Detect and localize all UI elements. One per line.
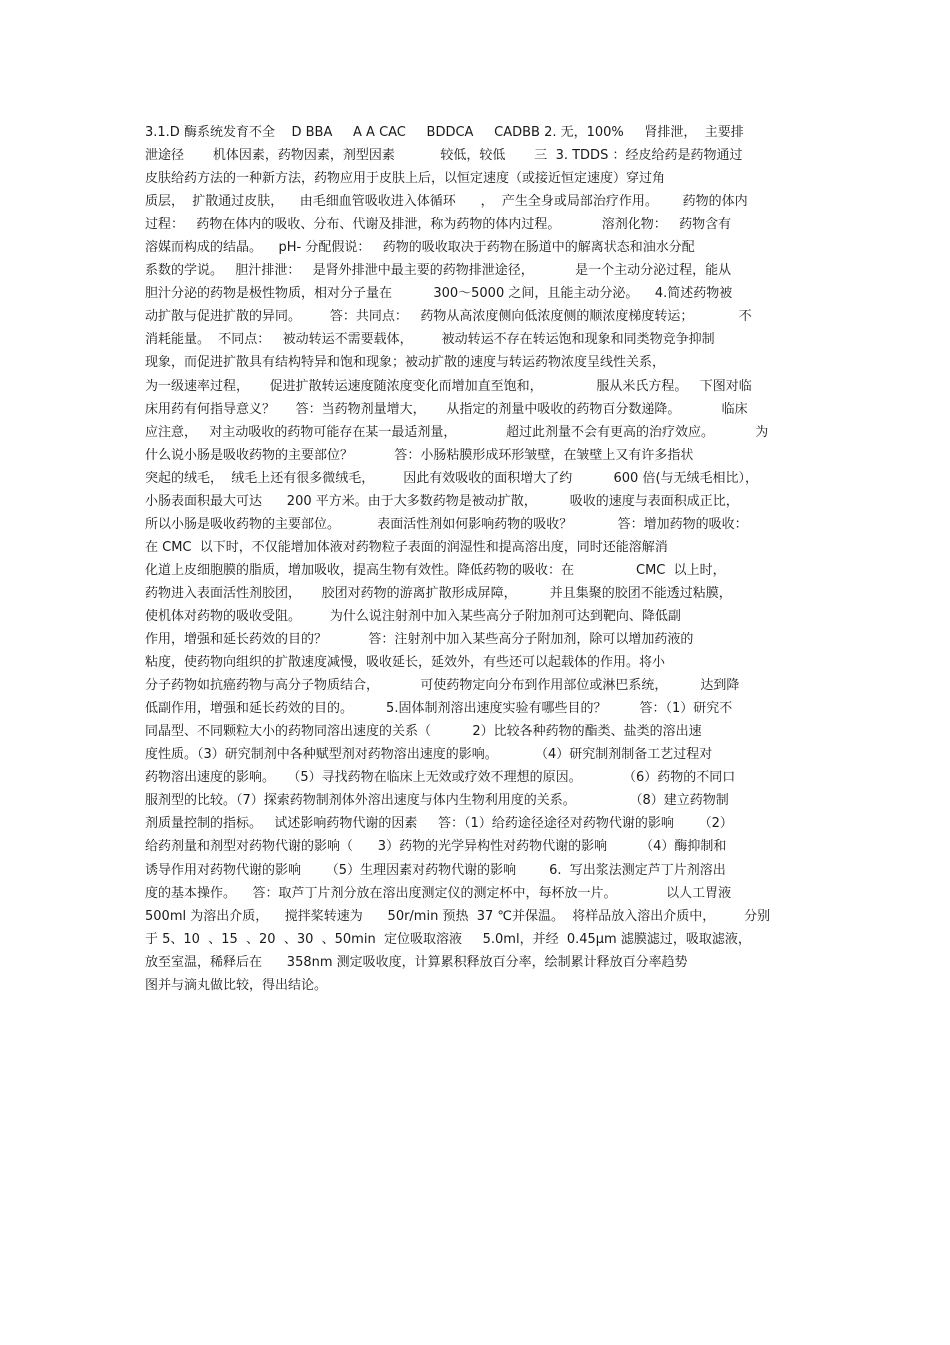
text-line: 放至室温，稀释后在 358nm 测定吸收度，计算累积释放百分率，绘制累计释放百分率趋势 — [145, 954, 688, 970]
text-line: 为一级速率过程， 促进扩散转运速度随浓度变化而增加直至饱和， 服从米氏方程。 下图对临 — [145, 378, 752, 394]
answer-text-block — [145, 121, 810, 997]
text-line: 应注意， 对主动吸收的药物可能存在某一最适剂量， 超过此剂量不会有更高的治疗效应。 为 — [145, 424, 769, 440]
text-line: 系数的学说。 胆汁排泄： 是肾外排泄中最主要的药物排泄途径， 是一个主动分泌过程，能从 — [145, 263, 732, 279]
text-line: 质层， 扩散通过皮肤， 由毛细血管吸收进入体循环 ， 产生全身或局部治疗作用。 药物的体内 — [145, 194, 748, 210]
text-line: 给药剂量和剂型对药物代谢的影响（ 3）药物的光学异构性对药物代谢的影响 （4）酶抑制和 — [145, 839, 727, 855]
text-line: 过程： 药物在体内的吸收、分布、代谢及排泄，称为药物的体内过程。 溶剂化物： 药物含有 — [145, 217, 732, 233]
text-line: 消耗能量。 不同点： 被动转运不需要载体， 被动转运不存在转运饱和现象和同类物竞争抑制 — [145, 332, 715, 348]
text-line: 胆汁分泌的药物是极性物质，相对分子量在 300～5000 之间，且能主动分泌。 4.简述药物被 — [145, 286, 733, 302]
text-line: 500ml 为溶出介质， 搅拌桨转速为 50r/min 预热 37 ℃并保温。 将样品放入溶出介质中， 分别 — [145, 908, 771, 924]
text-line: 图并与滴丸做比较，得出结论。 — [145, 977, 328, 993]
text-line: 粘度，使药物向组织的扩散速度减慢，吸收延长，延效外，有些还可以起载体的作用。将小 — [145, 655, 666, 671]
text-line: 3.1.D 酶系统发育不全 D BBA A A CAC BDDCA CADBB 2. 无，100% 肾排泄， 主要排 — [145, 125, 744, 140]
text-line: 度性质。（3）研究制剂中各种赋型剂对药物溶出速度的影响。 （4）研究制剂制备工艺过程对 — [145, 747, 713, 763]
text-line: 在 CMC 以下时，不仅能增加体液对药物粒子表面的润湿性和提高溶出度，同时还能溶解消 — [145, 539, 668, 555]
text-line: 突起的绒毛， 绒毛上还有很多微绒毛， 因此有效吸收的面积增大了约 600 倍(与无绒毛相比）， — [145, 470, 759, 486]
text-line: 动扩散与促进扩散的异同。 答：共同点： 药物从高浓度侧向低浓度侧的顺浓度梯度转运； 不 — [145, 309, 752, 325]
text-line: 度的基本操作。 答：取芦丁片剂分放在溶出度测定仪的测定杯中，每杯放一片。 以人工胃液 — [145, 885, 732, 901]
text-line: 化道上皮细胞膜的脂质，增加吸收，提高生物有效性。降低药物的吸收：在 CMC 以上时， — [145, 562, 726, 578]
text-line: 服剂型的比较。（7）探索药物制剂体外溶出速度与体内生物利用度的关系。 （8）建立药物制 — [145, 793, 729, 809]
text-line: 分子药物如抗癌药物与高分子物质结合， 可使药物定向分布到作用部位或淋巴系统， 达到降 — [145, 678, 740, 694]
text-line: 小肠表面积最大可达 200 平方米。由于大多数药物是被动扩散， 吸收的速度与表面积成正比， — [145, 493, 739, 509]
text-line: 剂质量控制的指标。 试述影响药物代谢的因素 答：（1）给药途径途径对药物代谢的影响 （2） — [145, 816, 733, 832]
text-line: 泄途径 机体因素，药物因素，剂型因素 较低，较低 三 3. TDDS ：经皮给药是药物通过 — [145, 148, 743, 164]
text-line: 溶媒而构成的结晶。 pH- 分配假说： 药物的吸收取决于药物在肠道中的解离状态和油水分配 — [145, 240, 695, 256]
text-line: 低副作用，增强和延长药效的目的。 5.固体制剂溶出速度实验有哪些目的？ 答：（1）研究不 — [145, 701, 733, 717]
text-line: 现象，而促进扩散具有结构特异和饱和现象；被动扩散的速度与转运药物浓度呈线性关系， — [145, 355, 666, 371]
text-line: 作用，增强和延长药效的目的？ 答：注射剂中加入某些高分子附加剂，除可以增加药液的 — [145, 632, 694, 648]
text-line: 药物溶出速度的影响。 （5）寻找药物在临床上无效或疗效不理想的原因。 （6）药物的不同口 — [145, 770, 736, 786]
text-line: 诱导作用对药物代谢的影响 （5）生理因素对药物代谢的影响 6. 写出浆法测定芦丁片剂溶出 — [145, 862, 726, 878]
text-line: 药物进入表面活性剂胶团， 胶团对药物的游离扩散形成屏障， 并且集聚的胶团不能透过粘膜， — [145, 585, 732, 601]
text-line: 于 5、10 、15 、20 、30 、50min 定位吸取溶液 5.0ml，并经 0.45μm 滤膜滤过，吸取滤液， — [145, 931, 751, 947]
text-line: 使机体对药物的吸收受阻。 为什么说注射剂中加入某些高分子附加剂可达到靶向、降低副 — [145, 608, 681, 624]
text-line: 床用药有何指导意义？ 答：当药物剂量增大， 从指定的剂量中吸收的药物百分数递降。 临床 — [145, 401, 748, 417]
text-line: 所以小肠是吸收药物的主要部位。 表面活性剂如何影响药物的吸收？ 答：增加药物的吸收： — [145, 516, 748, 532]
text-line: 什么说小肠是吸收药物的主要部位？ 答：小肠粘膜形成环形皱壁，在皱壁上又有许多指状 — [145, 447, 694, 463]
text-line: 皮肤给药方法的一种新方法，药物应用于皮肤上后，以恒定速度（或接近恒定速度）穿过角 — [145, 171, 666, 187]
text-line: 同晶型、不同颗粒大小的药物同溶出速度的关系（ 2）比较各种药物的酯类、盐类的溶出速 — [145, 724, 702, 740]
